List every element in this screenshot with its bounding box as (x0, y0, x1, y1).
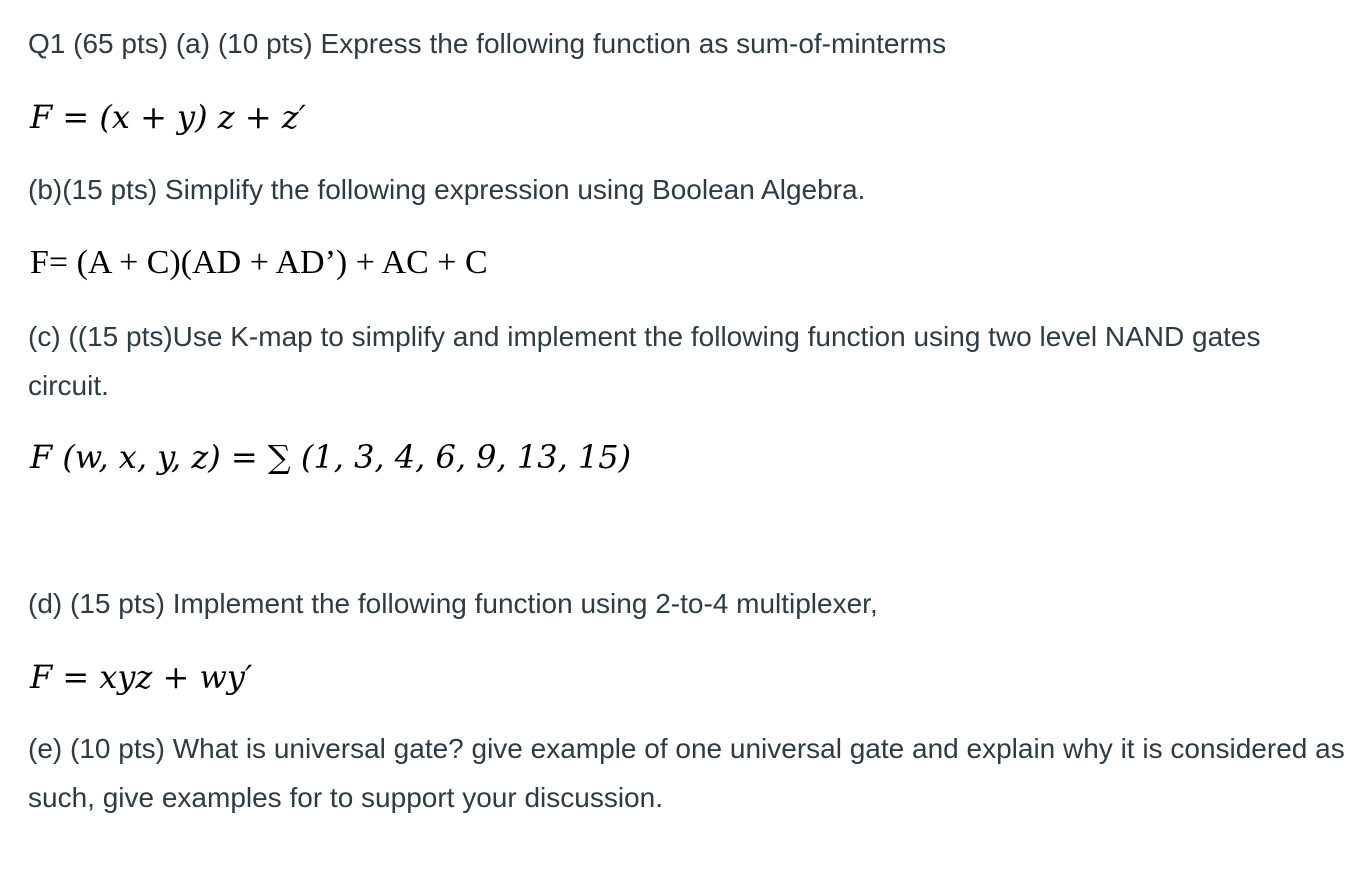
part-c-text: (c) ((15 pts)Use K-map to simplify and implement the following function using two level NAND gates circuit. (28, 321, 1261, 401)
part-b-formula: F= (A + C)(AD + AD’) + AC + C (30, 244, 488, 281)
part-c-formula: F (w, x, y, z) = ∑ (1, 3, 4, 6, 9, 13, 15) (30, 438, 632, 476)
part-b-text: (b)(15 pts) Simplify the following expression using Boolean Algebra. (28, 174, 866, 205)
part-d-text: (d) (15 pts) Implement the following function using 2-to-4 multiplexer, (28, 588, 878, 619)
part-d-formula: F = xyz + wy′ (30, 658, 253, 696)
part-e-text: (e) (10 pts) What is universal gate? give example of one universal gate and explain why it is considered as such, give examples for to support your discussion. (28, 733, 1345, 813)
part-a-text: Q1 (65 pts) (a) (10 pts) Express the following function as sum-of-minterms (28, 28, 947, 59)
part-a-formula: F = (x + y) z + z′ (30, 98, 306, 136)
